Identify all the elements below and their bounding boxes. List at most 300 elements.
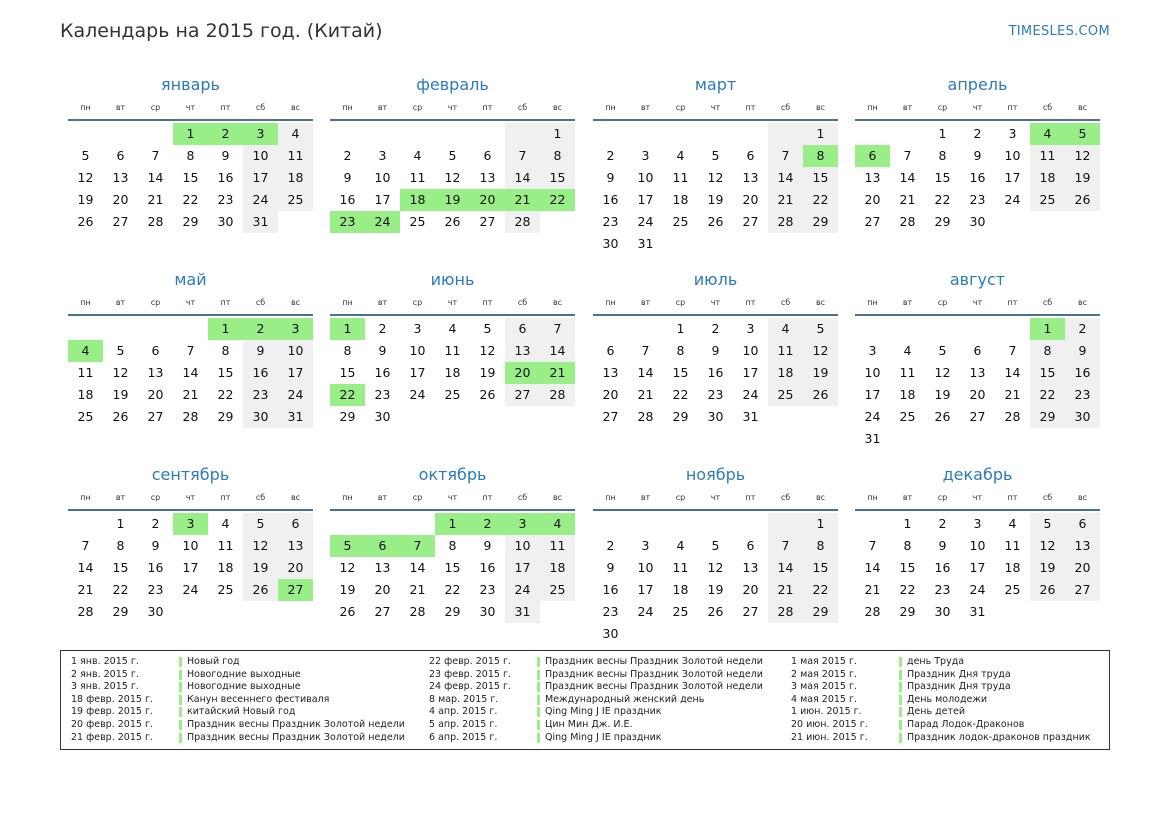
day-cell: 13 [742,560,759,575]
day-cell: 15 [540,167,575,189]
legend-date: 6 апр. 2015 г. [429,731,498,743]
day-cell: 31 [969,604,986,619]
month-5 [68,269,313,428]
day-cell: 9 [483,538,492,553]
day-cell: 4 [448,321,457,336]
page-title: Календарь на 2015 год. (Китай) [60,20,383,42]
day-cell: 29 [182,214,199,229]
day-cell-empty [768,406,803,428]
day-cell-empty [628,318,663,340]
day-cell: 7 [768,535,803,557]
day-cell-empty [698,233,733,255]
day-cell: 24 [969,582,986,597]
day-cell: 17 [864,387,881,402]
weekday-label: пн [342,103,353,112]
month-title: сентябрь [151,465,230,484]
day-cell: 27 [742,214,759,229]
day-cell-empty [1065,601,1100,623]
day-cell-empty [925,318,960,340]
day-cell: 30 [934,604,951,619]
day-cell: 22 [182,192,199,207]
day-cell: 28 [540,384,575,406]
day-cell-empty [593,513,628,535]
day-cell: 28 [637,409,654,424]
day-cell: 16 [602,192,619,207]
day-cell: 15 [672,365,689,380]
week-row [593,601,838,623]
day-cell: 28 [1004,409,1021,424]
day-cell: 17 [742,365,759,380]
day-cell: 24 [505,579,540,601]
day-cell: 2 [606,538,615,553]
day-cell: 1 [1030,318,1065,340]
day-cell-empty [400,406,435,428]
day-cell: 26 [243,579,278,601]
legend-row [429,694,769,707]
legend-row [791,681,1131,694]
week-row [855,384,1100,406]
day-cell: 8 [448,538,457,553]
day-cell: 2 [243,318,278,340]
day-cell-empty [243,601,278,623]
weekday-label: пт [1007,298,1018,307]
day-cell: 2 [1065,318,1100,340]
day-cell: 7 [505,145,540,167]
weekday-label: сб [255,493,266,502]
day-cell-empty [995,318,1030,340]
weekday-label: пт [1007,493,1018,502]
day-cell: 29 [803,211,838,233]
day-cell: 19 [479,365,496,380]
weekday-label: сб [780,103,791,112]
weekday-label: ср [412,103,423,112]
weekday-label: вт [640,103,651,112]
day-cell: 27 [1065,579,1100,601]
day-cell-empty [803,233,838,255]
day-cell: 23 [217,192,234,207]
day-cell: 16 [934,560,951,575]
day-cell: 10 [409,343,426,358]
day-cell: 19 [803,362,838,384]
legend-holiday-name: Праздник весны Праздник Золотой недели [187,718,405,730]
day-cell: 18 [672,192,689,207]
weekday-label: пн [80,493,91,502]
day-cell: 7 [868,538,877,553]
day-cell: 29 [672,409,689,424]
day-cell: 10 [1004,148,1021,163]
day-cell-empty [435,123,470,145]
day-cell: 23 [602,214,619,229]
day-cell: 2 [208,123,243,145]
week-row [593,557,838,579]
legend-holiday-name: Праздник весны Праздник Золотой недели [545,656,763,667]
month-8 [855,269,1100,450]
day-cell: 3 [868,343,877,358]
legend-color-marker [537,695,540,705]
day-cell: 31 [864,431,881,446]
weekday-label: чт [447,103,458,112]
day-cell: 6 [365,535,400,557]
day-cell: 12 [707,170,724,185]
day-cell-empty [663,233,698,255]
day-cell-empty [855,123,890,145]
day-cell-empty [890,428,925,450]
day-cell: 2 [378,321,387,336]
day-cell: 25 [540,579,575,601]
day-cell-empty [698,123,733,145]
day-cell: 11 [540,535,575,557]
day-cell-empty [1030,601,1065,623]
day-cell: 9 [938,538,947,553]
legend-holiday-name: Новогодние выходные [187,681,301,693]
weekday-header [68,96,313,121]
day-cell: 23 [374,387,391,402]
legend-holiday-name: Праздник Дня труда [907,668,1011,680]
day-cell: 5 [330,535,365,557]
day-cell: 20 [969,387,986,402]
day-cell: 6 [855,145,890,167]
day-cell: 9 [243,340,278,362]
day-cell: 7 [903,148,912,163]
month-days [593,123,838,255]
month-9 [68,464,313,623]
day-cell: 19 [1065,167,1100,189]
legend-holiday-name: день Труда [907,656,965,667]
day-cell: 11 [77,365,94,380]
day-cell-empty [400,513,435,535]
weekday-label: пн [80,298,91,307]
day-cell: 16 [339,192,356,207]
weekday-header [855,291,1100,316]
day-cell: 3 [378,148,387,163]
month-title: март [694,75,737,94]
day-cell: 16 [707,365,724,380]
day-cell: 25 [444,387,461,402]
day-cell: 20 [278,557,313,579]
week-row [855,123,1100,145]
day-cell: 8 [803,535,838,557]
day-cell: 28 [899,214,916,229]
day-cell: 18 [77,387,94,402]
day-cell: 27 [602,409,619,424]
day-cell: 3 [1008,126,1017,141]
day-cell: 22 [217,387,234,402]
weekday-label: пт [220,493,231,502]
legend-holiday-name: День молодежи [907,693,988,705]
month-7 [593,269,838,428]
day-cell: 9 [973,148,982,163]
day-cell: 29 [112,604,129,619]
day-cell-empty [505,406,540,428]
day-cell: 30 [969,214,986,229]
day-cell: 1 [435,513,470,535]
day-cell: 5 [1030,513,1065,535]
day-cell: 18 [899,387,916,402]
day-cell: 27 [112,214,129,229]
day-cell: 10 [182,538,199,553]
legend-color-marker [899,733,902,743]
day-cell-empty [68,123,103,145]
day-cell: 1 [803,513,838,535]
week-row [855,406,1100,428]
weekday-label: вс [1077,493,1088,502]
legend-color-marker [899,720,902,730]
day-cell: 17 [637,582,654,597]
day-cell: 5 [448,148,457,163]
day-cell: 10 [278,340,313,362]
weekday-label: пт [482,493,493,502]
day-cell: 28 [147,214,164,229]
week-row [855,601,1100,623]
week-row [593,384,838,406]
day-cell: 23 [243,384,278,406]
day-cell: 26 [707,604,724,619]
month-days [68,513,313,623]
day-cell: 17 [374,192,391,207]
day-cell-empty [628,513,663,535]
day-cell: 16 [602,582,619,597]
day-cell: 26 [1030,579,1065,601]
day-cell: 26 [444,214,461,229]
week-row [68,123,313,145]
day-cell: 16 [969,170,986,185]
day-cell: 23 [330,211,365,233]
day-cell: 2 [973,126,982,141]
week-row [593,623,838,645]
day-cell: 26 [77,214,94,229]
weekday-label: вс [815,298,826,307]
day-cell-empty [400,123,435,145]
day-cell: 24 [409,387,426,402]
day-cell: 19 [934,387,951,402]
legend-row [71,656,411,669]
month-days [855,318,1100,450]
day-cell: 22 [112,582,129,597]
day-cell: 27 [742,604,759,619]
month-10 [330,464,575,623]
legend-row [71,694,411,707]
day-cell-empty [733,233,768,255]
day-cell-empty [365,123,400,145]
legend-color-marker [179,733,182,743]
legend-row [429,656,769,669]
month-title: февраль [416,75,489,94]
day-cell-empty [278,211,313,233]
day-cell: 28 [409,604,426,619]
weekday-label: ср [150,103,161,112]
weekday-label: чт [185,103,196,112]
day-cell: 8 [186,148,195,163]
weekday-label: вс [815,493,826,502]
week-row [68,167,313,189]
legend-color-marker [899,657,902,667]
weekday-label: ср [675,103,686,112]
day-cell: 19 [435,189,470,211]
day-cell: 29 [803,601,838,623]
weekday-label: чт [710,103,721,112]
legend-row [791,694,1131,707]
weekday-label: сб [517,493,528,502]
day-cell: 17 [505,557,540,579]
day-cell: 31 [243,211,278,233]
day-cell: 13 [505,340,540,362]
legend-date: 8 мар. 2015 г. [429,693,499,705]
day-cell: 28 [182,409,199,424]
day-cell: 11 [672,170,689,185]
day-cell-empty [1065,428,1100,450]
day-cell: 4 [278,123,313,145]
legend-holiday-name: китайский Новый год [187,706,296,718]
weekday-header [593,291,838,316]
day-cell: 18 [768,362,803,384]
weekday-label: ср [150,298,161,307]
legend-date: 19 февр. 2015 г. [71,706,153,718]
weekday-label: пт [1007,103,1018,112]
week-row [68,557,313,579]
day-cell: 1 [903,516,912,531]
weekday-label: вт [115,298,126,307]
day-cell: 1 [803,123,838,145]
weekday-header [593,96,838,121]
week-row [855,579,1100,601]
day-cell: 16 [217,170,234,185]
day-cell: 15 [934,170,951,185]
day-cell: 21 [182,387,199,402]
day-cell: 11 [1030,145,1065,167]
month-4 [855,74,1100,233]
day-cell: 5 [243,513,278,535]
legend-color-marker [179,657,182,667]
legend-holiday-name: Праздник Дня труда [907,681,1011,693]
day-cell: 11 [444,343,461,358]
weekday-label: вт [640,493,651,502]
day-cell: 11 [409,170,426,185]
day-cell: 10 [637,560,654,575]
week-row [68,384,313,406]
day-cell-empty [768,123,803,145]
month-11 [593,464,838,645]
day-cell: 3 [641,148,650,163]
week-row [68,145,313,167]
legend-color-marker [179,670,182,680]
day-cell: 7 [186,343,195,358]
day-cell: 22 [803,579,838,601]
day-cell: 12 [479,343,496,358]
weekday-label: вс [552,298,563,307]
day-cell: 1 [540,123,575,145]
week-row [855,318,1100,340]
week-row [593,123,838,145]
day-cell: 21 [768,189,803,211]
legend-holiday-name: Цин Мин Дж. И.Е. [545,718,633,730]
day-cell: 2 [151,516,160,531]
day-cell: 15 [803,167,838,189]
week-row [330,318,575,340]
week-row [330,557,575,579]
day-cell: 3 [505,513,540,535]
day-cell: 24 [637,214,654,229]
day-cell: 25 [768,384,803,406]
legend-row [791,656,1131,669]
day-cell: 10 [864,365,881,380]
week-row [855,535,1100,557]
day-cell: 4 [1030,123,1065,145]
day-cell: 24 [243,189,278,211]
weekday-label: вт [115,103,126,112]
legend-date: 24 февр. 2015 г. [429,681,511,693]
day-cell: 31 [278,406,313,428]
weekday-header [330,96,575,121]
day-cell: 7 [400,535,435,557]
legend-holiday-name: Праздник весны Праздник Золотой недели [545,668,763,680]
day-cell-empty [173,601,208,623]
weekday-label: чт [185,298,196,307]
weekday-label: вс [290,298,301,307]
day-cell: 8 [903,538,912,553]
legend-color-marker [179,695,182,705]
day-cell: 13 [969,365,986,380]
site-link[interactable]: TIMESLES.COM [1008,24,1110,39]
week-row [330,406,575,428]
day-cell: 2 [938,516,947,531]
week-row [593,362,838,384]
legend-holiday-name: День детей [907,706,966,718]
day-cell: 1 [208,318,243,340]
weekday-label: чт [972,298,983,307]
week-row [330,384,575,406]
month-title: июнь [430,270,475,289]
week-row [330,189,575,211]
day-cell-empty [628,123,663,145]
day-cell-empty [628,623,663,645]
day-cell: 6 [606,343,615,358]
day-cell: 8 [938,148,947,163]
day-cell: 22 [444,582,461,597]
day-cell: 2 [470,513,505,535]
day-cell: 9 [378,343,387,358]
legend-column [71,656,411,744]
weekday-header [330,291,575,316]
day-cell: 28 [864,604,881,619]
week-row [68,340,313,362]
day-cell: 18 [672,582,689,597]
week-row [855,428,1100,450]
day-cell-empty [1030,428,1065,450]
weekday-label: ср [675,298,686,307]
day-cell: 14 [505,167,540,189]
day-cell: 3 [973,516,982,531]
week-row [855,557,1100,579]
day-cell: 18 [1030,167,1065,189]
month-days [593,513,838,645]
day-cell: 14 [637,365,654,380]
day-cell-empty [855,318,890,340]
day-cell: 10 [969,538,986,553]
month-title: ноябрь [685,465,746,484]
day-cell-empty [890,123,925,145]
week-row [593,189,838,211]
day-cell: 30 [602,236,619,251]
day-cell: 16 [479,560,496,575]
day-cell: 15 [112,560,129,575]
day-cell: 5 [81,148,90,163]
day-cell-empty [365,513,400,535]
legend-row [791,719,1131,732]
weekday-label: чт [447,493,458,502]
day-cell: 22 [934,192,951,207]
day-cell: 6 [1065,513,1100,535]
weekday-label: вт [377,493,388,502]
